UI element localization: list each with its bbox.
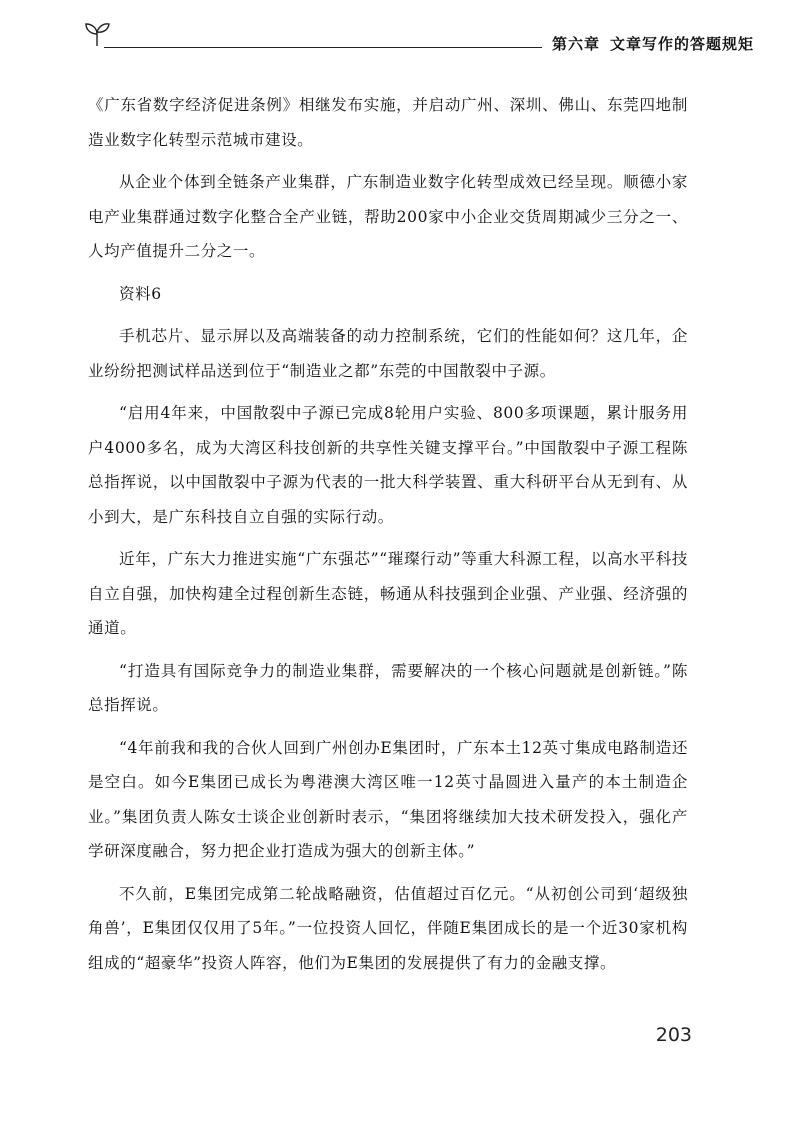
leaf-sprout-icon	[82, 20, 112, 48]
header-rule	[104, 47, 542, 48]
paragraph-continued: 《广东省数字经济促进条例》相继发布实施，并启动广州、深圳、佛山、东莞四地制造业数字化转型示范城市建设。	[88, 96, 688, 149]
page-number: 203	[655, 1024, 692, 1046]
paragraph: “4年前我和我的合伙人回到广州创办E集团时，广东本土12英寸集成电路制造还是空白。如今E集团已成长为粤港澳大湾区唯一12英寸晶圆进入量产的本土制造企业。”集团负责人陈女士谈企业创新时表示，“集团将继续加大技术研发投入，强化产学研深度融合，努力把企业打造成为强大的创新主体。”	[88, 738, 688, 860]
paragraph: 从企业个体到全链条产业集群，广东制造业数字化转型成效已经呈现。顺德小家电产业集群通过数字化整合全产业链，帮助200家中小企业交货周期减少三分之一、人均产值提升二分之一。	[88, 173, 688, 260]
paragraph: “启用4年来，中国散裂中子源已完成8轮用户实验、800多项课题，累计服务用户4000多名，成为大湾区科技创新的共享性关键支撑平台。”中国散裂中子源工程陈总指挥说，以中国散裂中子源为代表的一批大科学装置、重大科研平台从无到有、从小到大，是广东科技自立自强的实际行动。	[88, 404, 688, 526]
paragraph: 不久前，E集团完成第二轮战略融资，估值超过百亿元。“从初创公司到‘超级独角兽’，E集团仅仅用了5年。”一位投资人回忆，伴随E集团成长的是一个近30家机构组成的“超豪华”投资人阵容，他们为E集团的发展提供了有力的金融支撑。	[88, 884, 688, 972]
material-label: 资料6	[119, 284, 162, 303]
chapter-title: 文章写作的答题规矩	[610, 35, 755, 53]
page-header	[82, 18, 755, 58]
chapter-label: 第六章	[552, 35, 601, 53]
running-head	[552, 33, 755, 54]
paragraph: 手机芯片、显示屏以及高端装备的动力控制系统，它们的性能如何？这几年，企业纷纷把测试样品送到位于“制造业之都”东莞的中国散裂中子源。	[88, 327, 688, 380]
paragraph: 近年，广东大力推进实施“广东强芯”“璀璨行动”等重大科源工程，以高水平科技自立自强，加快构建全过程创新生态链，畅通从科技强到企业强、产业强、经济强的通道。	[88, 550, 688, 637]
paragraph: “打造具有国际竞争力的制造业集群，需要解决的一个核心问题就是创新链。”陈总指挥说。	[88, 661, 688, 714]
body-text	[88, 88, 688, 980]
